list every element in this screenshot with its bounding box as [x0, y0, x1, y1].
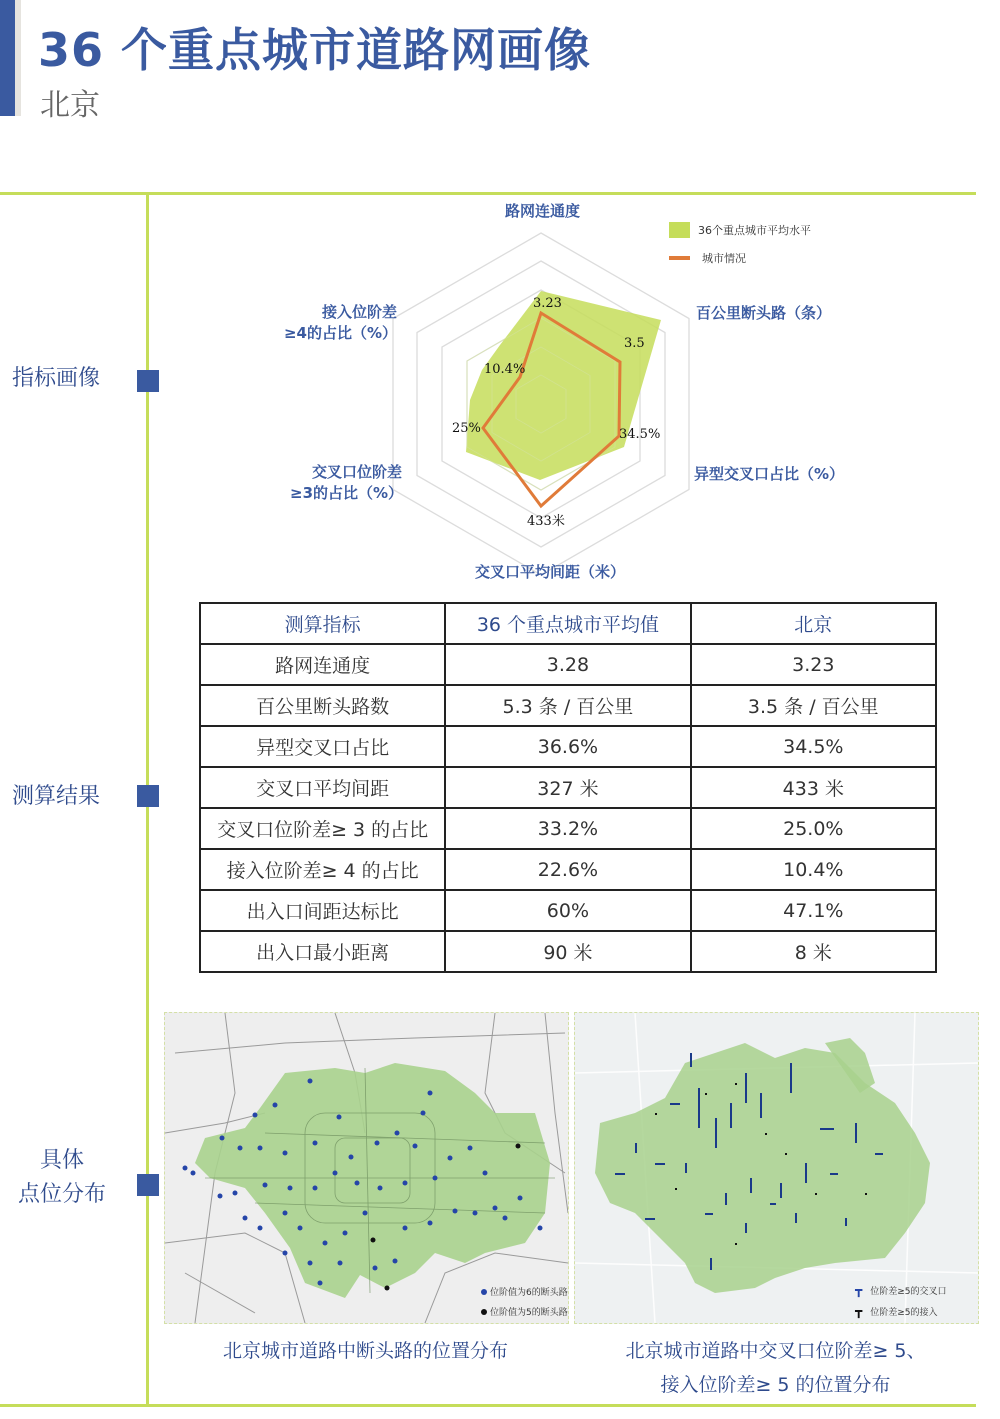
caption-line: 接入位阶差≥ 5 的位置分布: [660, 1374, 891, 1396]
data-label: 10.4%: [484, 362, 526, 377]
table-cell: 3.5 条 / 百公里: [691, 685, 936, 726]
table-cell: 百公里断头路数: [200, 685, 445, 726]
table-cell: 34.5%: [691, 726, 936, 767]
map-legend-item: [481, 1285, 568, 1298]
table-cell: 3.23: [691, 644, 936, 685]
label-line: 接入位阶差: [321, 303, 397, 321]
map-graphic: [575, 1013, 978, 1323]
radar-axis-label: [290, 462, 402, 504]
section-label-profile: 指标画像: [12, 366, 101, 391]
bottom-divider: [0, 1404, 976, 1407]
table-header-cell: 北京: [691, 603, 936, 644]
table-cell: 36.6%: [445, 726, 690, 767]
table-cell: 异型交叉口占比: [200, 726, 445, 767]
legend-text: 位阶差≥5的接入: [870, 1308, 938, 1318]
section-marker: [137, 785, 159, 807]
radar-axis-label: 交叉口平均间距（米）: [475, 563, 626, 581]
table-cell: 433 米: [691, 767, 936, 808]
table-header-row: [200, 603, 936, 644]
section-label-results: 测算结果: [12, 784, 101, 809]
legend-text: 位阶值为5的断头路: [490, 1308, 568, 1318]
table-cell: 出入口最小距离: [200, 931, 445, 972]
results-table: [199, 602, 937, 973]
radar-axis-label: 路网连通度: [505, 202, 581, 220]
radar-axis-label: 异型交叉口占比（%）: [694, 465, 845, 483]
legend-label-avg: 36个重点城市平均水平: [698, 224, 811, 237]
table-row: [200, 849, 936, 890]
table-cell: 交叉口位阶差≥ 3 的占比: [200, 808, 445, 849]
table-cell: 接入位阶差≥ 4 的占比: [200, 849, 445, 890]
section-label-distribution: [12, 1144, 112, 1212]
table-cell: 3.28: [445, 644, 690, 685]
label-line: 交叉口位阶差: [311, 463, 402, 481]
right-map-caption: [574, 1334, 977, 1402]
table-cell: 路网连通度: [200, 644, 445, 685]
data-label: 433米: [527, 514, 565, 529]
table-cell: 47.1%: [691, 890, 936, 931]
map-legend-item: [855, 1283, 947, 1297]
table-cell: 25.0%: [691, 808, 936, 849]
legend-text: 位阶值为6的断头路: [490, 1288, 568, 1298]
table-cell: 8 米: [691, 931, 936, 972]
table-header-cell: 36 个重点城市平均值: [445, 603, 690, 644]
table-cell: 5.3 条 / 百公里: [445, 685, 690, 726]
radar-axis-label: 百公里断头路（条）: [696, 304, 832, 322]
blue-t-icon: ┳: [855, 1283, 863, 1297]
table-row: [200, 685, 936, 726]
label-line: ≥3的占比（%）: [290, 484, 404, 502]
city-subtitle: 北京: [40, 88, 100, 123]
legend-swatch-city: [669, 256, 690, 260]
table-cell: 10.4%: [691, 849, 936, 890]
table-cell: 出入口间距达标比: [200, 890, 445, 931]
legend-text: 位阶差≥5的交叉口: [870, 1287, 947, 1297]
table-cell: 90 米: [445, 931, 690, 972]
table-cell: 327 米: [445, 767, 690, 808]
table-row: [200, 931, 936, 972]
table-row: [200, 767, 936, 808]
table-row: [200, 644, 936, 685]
table-cell: 33.2%: [445, 808, 690, 849]
data-label: 3.23: [533, 296, 562, 311]
data-label: 25%: [452, 421, 481, 436]
built-up-area: [195, 1063, 550, 1298]
data-label: 34.5%: [619, 427, 661, 442]
table-row: [200, 890, 936, 931]
section-marker: [137, 1174, 159, 1196]
table-cell: 60%: [445, 890, 690, 931]
label-line: ≥4的占比（%）: [283, 324, 397, 342]
page-title: 36 个重点城市道路网画像: [38, 23, 592, 77]
avg-series-area: [466, 291, 661, 480]
radar-axis-label: [282, 302, 397, 344]
data-label: 3.5: [624, 336, 645, 351]
dead-end-roads-map: [164, 1012, 569, 1324]
table-cell: 22.6%: [445, 849, 690, 890]
radar-chart: [0, 0, 1000, 600]
legend-label-city: 城市情况: [702, 252, 746, 265]
table-header-cell: 测算指标: [200, 603, 445, 644]
caption-line: 北京城市道路中交叉口位阶差≥ 5、: [625, 1340, 926, 1362]
section-label-line: 点位分布: [17, 1182, 106, 1207]
blue-dot-icon: [481, 1289, 487, 1295]
table-row: [200, 726, 936, 767]
legend-swatch-avg: [669, 222, 690, 238]
intersection-map: [574, 1012, 979, 1324]
map-graphic: [165, 1013, 568, 1323]
left-map-caption: 北京城市道路中断头路的位置分布: [222, 1340, 508, 1362]
table-cell: 交叉口平均间距: [200, 767, 445, 808]
table-row: [200, 808, 936, 849]
section-label-line: 具体: [39, 1148, 84, 1173]
black-t-icon: ┳: [855, 1304, 863, 1318]
black-dot-icon: [481, 1309, 487, 1315]
map-legend-item: [481, 1305, 568, 1318]
map-legend-item: [855, 1304, 938, 1318]
built-up-area: [595, 1043, 930, 1293]
